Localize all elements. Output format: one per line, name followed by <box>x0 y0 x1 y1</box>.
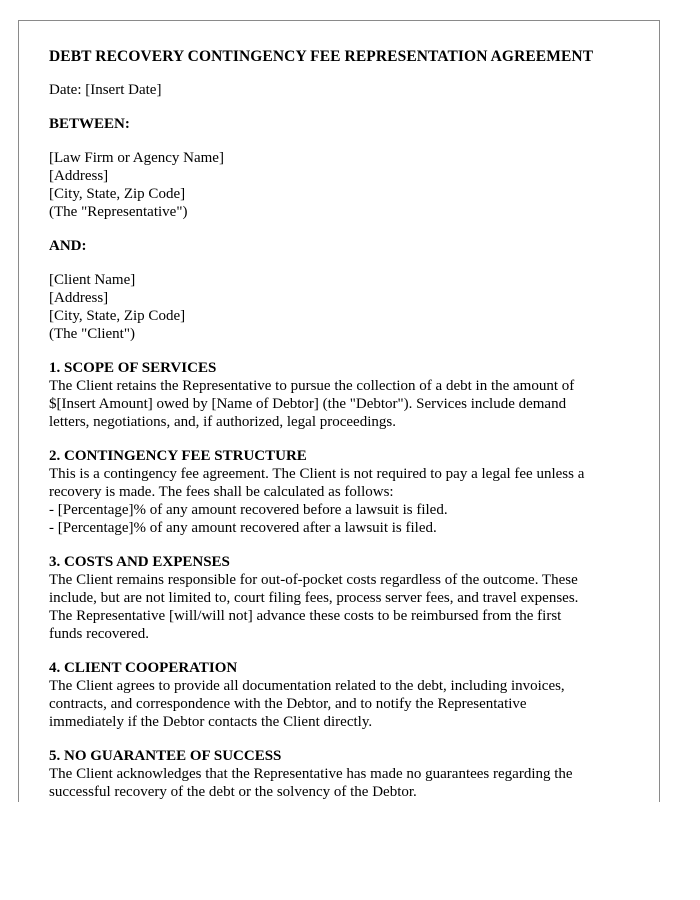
section-line: The Client remains responsible for out-of-pocket costs regardless of the outcome. These <box>49 572 578 588</box>
section-no-guarantee-of-success <box>49 747 634 801</box>
section-line: The Representative [will/will not] advance these costs to be reimbursed from the first <box>49 608 562 624</box>
representative-name: [Law Firm or Agency Name] <box>49 150 224 166</box>
section-heading: 2. CONTINGENCY FEE STRUCTURE <box>49 448 307 464</box>
representative-role: (The "Representative") <box>49 204 188 220</box>
section-heading: 5. NO GUARANTEE OF SUCCESS <box>49 748 282 764</box>
section-line: recovery is made. The fees shall be calculated as follows: <box>49 484 394 500</box>
section-line: successful recovery of the debt or the solvency of the Debtor. <box>49 784 417 800</box>
client-city: [City, State, Zip Code] <box>49 308 186 324</box>
representative-block <box>49 149 634 221</box>
section-line: - [Percentage]% of any amount recovered after a lawsuit is filed. <box>49 520 437 536</box>
client-block <box>49 271 634 343</box>
section-heading: 4. CLIENT COOPERATION <box>49 660 238 676</box>
section-costs-and-expenses <box>49 553 634 643</box>
section-heading: 3. COSTS AND EXPENSES <box>49 554 230 570</box>
client-name: [Client Name] <box>49 272 136 288</box>
client-role: (The "Client") <box>49 326 135 342</box>
section-line: The Client agrees to provide all documentation related to the debt, including invoices, <box>49 678 565 694</box>
section-line: - [Percentage]% of any amount recovered before a lawsuit is filed. <box>49 502 448 518</box>
section-line: funds recovered. <box>49 626 149 642</box>
date-line: Date: [Insert Date] <box>49 82 162 98</box>
section-client-cooperation <box>49 659 634 731</box>
section-heading: 1. SCOPE OF SERVICES <box>49 360 217 376</box>
between-label: BETWEEN: <box>49 116 130 132</box>
and-label: AND: <box>49 238 87 254</box>
section-line: contracts, and correspondence with the Debtor, and to notify the Representative <box>49 696 527 712</box>
section-line: include, but are not limited to, court filing fees, process server fees, and travel expenses. <box>49 590 579 606</box>
client-address: [Address] <box>49 290 109 306</box>
document-page <box>18 20 660 802</box>
section-line: This is a contingency fee agreement. The Client is not required to pay a legal fee unless a <box>49 466 585 482</box>
section-scope-of-services <box>49 359 634 431</box>
section-line: $[Insert Amount] owed by [Name of Debtor] (the "Debtor"). Services include demand <box>49 396 567 412</box>
representative-city: [City, State, Zip Code] <box>49 186 186 202</box>
representative-address: [Address] <box>49 168 109 184</box>
section-line: immediately if the Debtor contacts the Client directly. <box>49 714 373 730</box>
section-line: The Client acknowledges that the Representative has made no guarantees regarding the <box>49 766 573 782</box>
section-contingency-fee-structure <box>49 447 634 537</box>
section-line: The Client retains the Representative to pursue the collection of a debt in the amount of <box>49 378 575 394</box>
document-content <box>49 47 634 802</box>
section-line: letters, negotiations, and, if authorized, legal proceedings. <box>49 414 396 430</box>
document-title: DEBT RECOVERY CONTINGENCY FEE REPRESENTATION AGREEMENT <box>49 48 594 65</box>
